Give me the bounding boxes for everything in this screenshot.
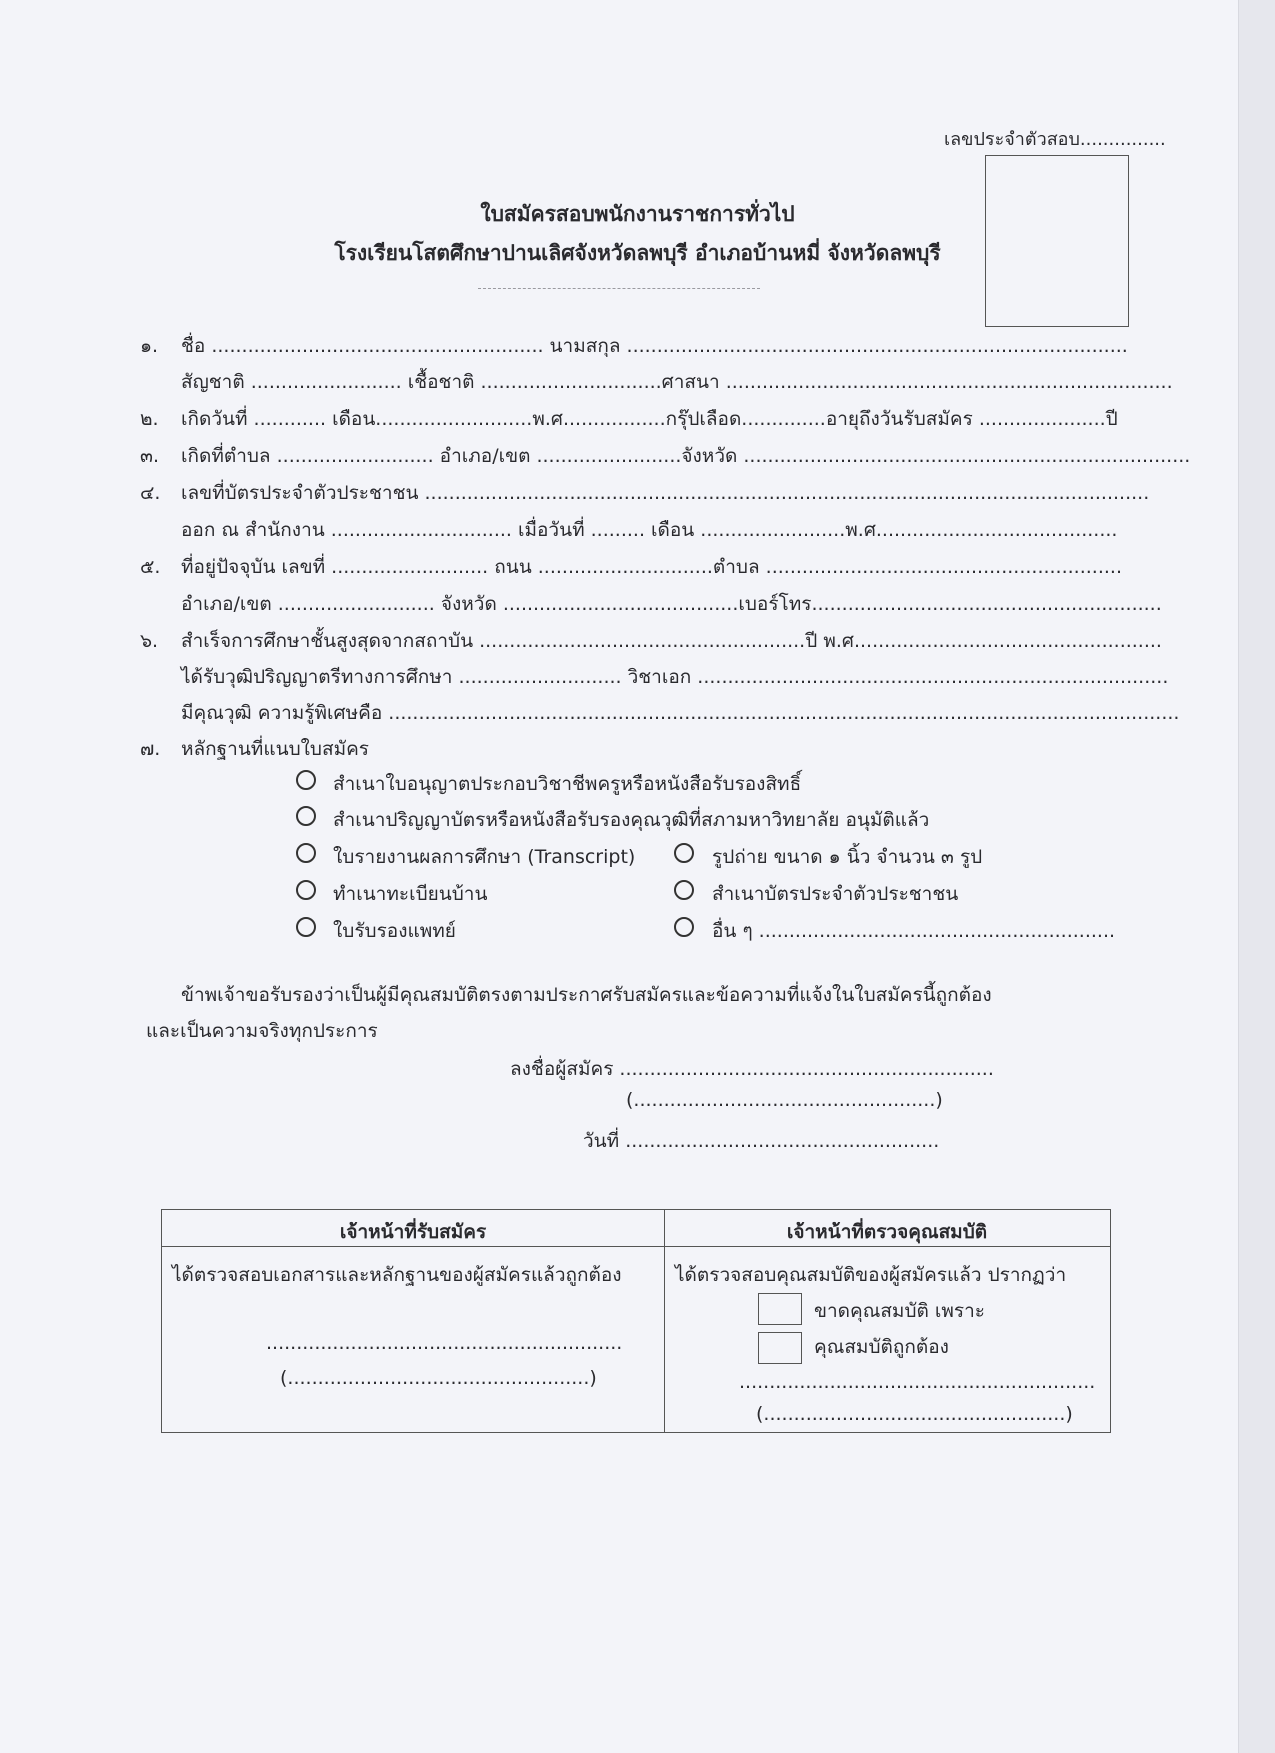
declaration-line-2: และเป็นความจริงทุกประการ [146,1020,378,1042]
attachment-teaching-license: สำเนาใบอนุญาตประกอบวิชาชีพครูหรือหนังสือรับรองสิทธิ์ [333,773,802,795]
birthplace-line[interactable]: เกิดที่ตำบล .......................... อำเภอ/เขต ........................จังหวัด .......................................................................... [181,445,1191,467]
radio-other[interactable] [674,917,694,937]
qualification-officer-statement: ได้ตรวจสอบคุณสมบัติของผู้สมัครแล้ว ปรากฏว่า [675,1264,1067,1286]
checkbox-qualified[interactable] [758,1332,802,1364]
officials-table [161,1209,1111,1433]
attachment-house-registration: ทำเนาทะเบียนบ้าน [333,883,488,905]
form-title: ใบสมัครสอบพนักงานราชการทั่วไป [480,202,795,226]
attachment-id-card-copy: สำเนาบัตรประจำตัวประชาชน [712,883,959,905]
attachment-photos: รูปถ่าย ขนาด ๑ นิ้ว จำนวน ๓ รูป [712,846,983,868]
item-number-5: ๕. [140,556,161,578]
receiving-officer-statement: ได้ตรวจสอบเอกสารและหลักฐานของผู้สมัครแล้วถูกต้อง [172,1264,622,1286]
qualification-officer-name-line[interactable]: (..................................................) [756,1403,1073,1425]
attachments-heading: หลักฐานที่แนบใบสมัคร [181,738,370,760]
radio-teaching-license[interactable] [296,770,316,790]
degree-major-line[interactable]: ได้รับวุฒิปริญญาตรีทางการศึกษา ........................... วิชาเอก .............................................................................. [181,666,1169,688]
receiving-officer-header: เจ้าหน้าที่รับสมัคร [339,1221,487,1243]
item-number-4: ๔. [140,482,161,504]
id-card-number-line[interactable]: เลขที่บัตรประจำตัวประชาชน ........................................................................................................................ [181,482,1150,504]
name-surname-line[interactable]: ชื่อ ....................................................... นามสกุล ................................................................................... [181,335,1128,357]
declaration-line-1: ข้าพเจ้าขอรับรองว่าเป็นผู้มีคุณสมบัติตรงตามประกาศรับสมัครและข้อความที่แจ้งในใบสมัครนี้ถูกต้อง [181,984,992,1006]
item-number-2: ๒. [140,408,159,430]
title-divider [478,288,760,289]
attachment-transcript: ใบรายงานผลการศึกษา (Transcript) [333,846,636,868]
nationality-race-religion-line[interactable]: สัญชาติ ......................... เชื้อชาติ ..............................ศาสนา .......................................................................... [181,371,1173,393]
address-line-1[interactable]: ที่อยู่ปัจจุบัน เลขที่ .......................... ถนน .............................ตำบล ........................................................... [181,556,1122,578]
radio-house-registration[interactable] [296,880,316,900]
applicant-signature-line[interactable]: ลงชื่อผู้สมัคร .............................................................. [510,1058,994,1080]
exam-id-field[interactable]: เลขประจำตัวสอบ............... [944,129,1166,150]
item-number-3: ๓. [140,445,160,467]
applicant-printed-name-line[interactable]: (..................................................) [626,1089,943,1111]
radio-id-card-copy[interactable] [674,880,694,900]
qualification-officer-header: เจ้าหน้าที่ตรวจคุณสมบัติ [786,1221,988,1243]
birthdate-bloodtype-age-line[interactable]: เกิดวันที่ ............ เดือน..........................พ.ศ.................กรุ๊ปเลือด..............อายุถึงวันรับสมัคร .....................ปี [181,408,1118,430]
receiving-officer-name-line[interactable]: (..................................................) [280,1367,597,1389]
address-line-2[interactable]: อำเภอ/เขต .......................... จังหวัด .......................................เบอร์โทร.......................................................... [181,593,1162,615]
radio-medical-certificate[interactable] [296,917,316,937]
item-number-6: ๖. [140,630,159,652]
attachment-medical-certificate: ใบรับรองแพทย์ [333,920,456,942]
education-institution-line[interactable]: สำเร็จการศึกษาชั้นสูงสุดจากสถาบัน ......................................................ปี พ.ศ................................................... [181,630,1162,652]
qualification-officer-signature-line[interactable]: ........................................................... [739,1371,1096,1393]
application-date-line[interactable]: วันที่ .................................................... [583,1130,940,1152]
radio-degree-certificate[interactable] [296,806,316,826]
radio-transcript[interactable] [296,843,316,863]
special-skills-line[interactable]: มีคุณวุฒิ ความรู้พิเศษคือ ................................................................................................................................... [181,702,1180,724]
checkbox-unqualified[interactable] [758,1293,802,1325]
form-subtitle: โรงเรียนโสตศึกษาปานเลิศจังหวัดลพบุรี อำเภอบ้านหมี่ จังหวัดลพบุรี [334,241,941,265]
radio-photos[interactable] [674,843,694,863]
attachment-other[interactable]: อื่น ๆ ........................................................... [712,920,1116,942]
attachment-degree-certificate: สำเนาปริญญาบัตรหรือหนังสือรับรองคุณวุฒิที่สภามหาวิทยาลัย อนุมัติแล้ว [333,809,930,831]
item-number-1: ๑. [140,335,159,357]
receiving-officer-signature-line[interactable]: ........................................................... [266,1332,623,1354]
option-qualified-label: คุณสมบัติถูกต้อง [814,1336,949,1358]
option-unqualified-label: ขาดคุณสมบัติ เพราะ [814,1300,985,1322]
id-card-issue-line[interactable]: ออก ณ สำนักงาน .............................. เมื่อวันที่ ......... เดือน ........................พ.ศ........................................ [181,519,1118,541]
item-number-7: ๗. [140,738,161,760]
